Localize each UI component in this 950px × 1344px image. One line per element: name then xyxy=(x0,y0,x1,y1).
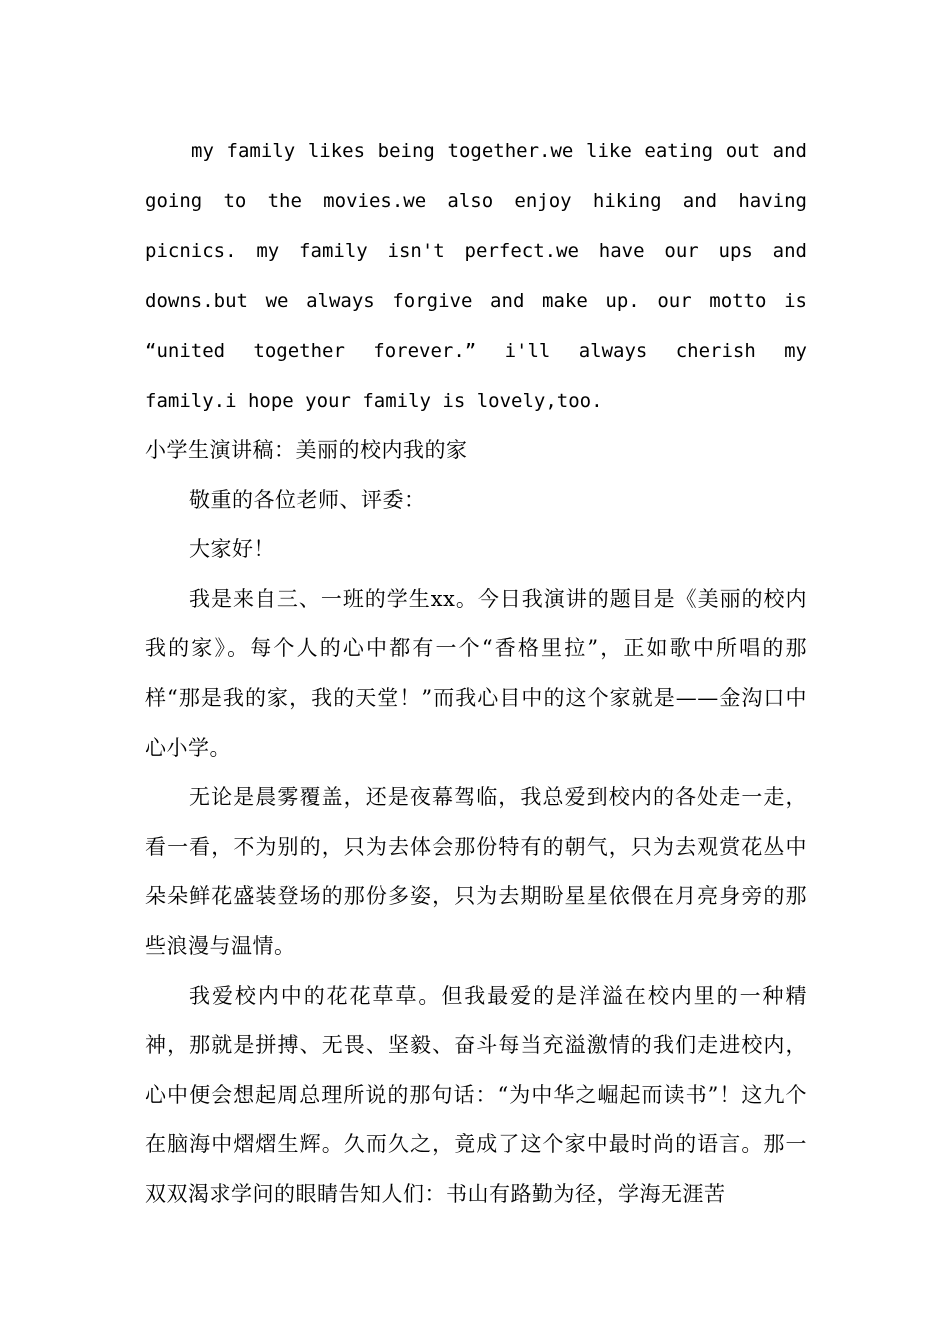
english-paragraph xyxy=(145,126,807,426)
speech-title: 小学生演讲稿：美丽的校内我的家 xyxy=(145,438,468,462)
english-paragraph-text: my family likes being together.we like eating out and going to the movies.we also enjoy hiking and having picnics. my family isn't perfect.we have our ups and downs.but we always forgive and make up. our motto is “united together forever.” i'll always cherish my family.i hope your family is lovely,too. xyxy=(145,140,807,412)
body-paragraph-intro: 我是来自三、一班的学生xx。今日我演讲的题目是《美丽的校内我的家》。每个人的心中都有一个“香格里拉”，正如歌中所唱的那样“那是我的家，我的天堂！”而我心目中的这个家就是——金沟口中心小学。 xyxy=(145,586,807,760)
body-paragraph-spirit: 我爱校内中的花花草草。但我最爱的是洋溢在校内里的一种精神，那就是拼搏、无畏、坚毅、奋斗每当充溢激情的我们走进校内，心中便会想起周总理所说的那句话：“为中华之崛起而读书”！这九个在脑海中熠熠生辉。久而久之，竟成了这个家中最时尚的语言。那一双双渴求学问的眼睛告知人们：书山有路勤为径，学海无涯苦 xyxy=(145,983,807,1206)
body-paragraph-walk: 无论是晨雾覆盖，还是夜幕驾临，我总爱到校内的各处走一走，看一看，不为别的，只为去体会那份特有的朝气，只为去观赏花丛中朵朵鲜花盛装登场的那份多姿，只为去期盼星星依偎在月亮身旁的那些浪漫与温情。 xyxy=(145,785,807,958)
greeting: 大家好！ xyxy=(189,537,275,562)
salutation: 敬重的各位老师、评委： xyxy=(189,487,426,512)
document-body xyxy=(145,126,807,1220)
